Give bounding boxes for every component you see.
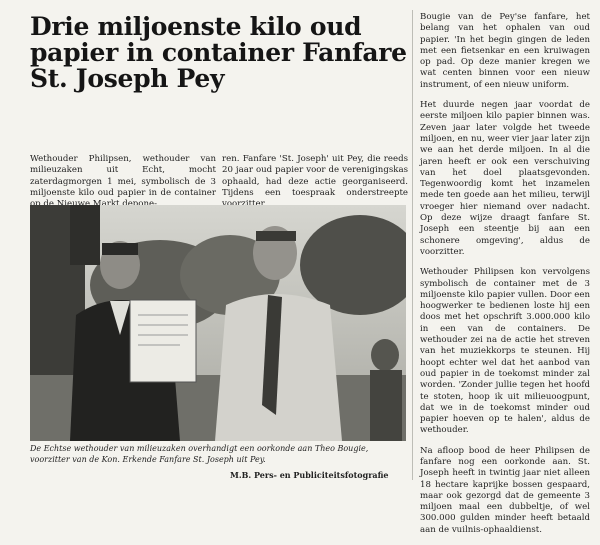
column-divider	[412, 10, 413, 480]
column-2-text: ren. Fanfare 'St. Joseph' uit Pey, die reeds 20 jaar oud papier voor de verenigingskas ophaald, had deze actie georganiseerd. Tijdens een toespraak onderstreepte	[222, 154, 408, 198]
news-photo	[30, 205, 406, 441]
column-1-text: Wethouder Philipsen, wethouder van milieuzaken uit Echt, mocht zaterdagmorgen 1 mei, symbolisch de 3 miljoenste kilo oud papier in de container	[30, 154, 216, 198]
article-column-3	[420, 12, 590, 545]
photo-caption: De Echtse wethouder van milieuzaken overhandigt een oorkonde aan Theo Bougie, voorzitter van de Kon. Erkende Fanfare St. Joseph uit Pey.	[30, 444, 369, 464]
headline: Drie miljoenste kilo oud papier in container Fanfare St. Joseph Pey	[30, 12, 407, 93]
photo-illustration	[30, 205, 406, 441]
column-3-paragraph-3: Wethouder Philipsen kon vervolgens symbolisch de container met de 3 miljoenste kilo papier vullen. Door een hoogwerker te bedienen loste hij een doos met het opschrift 3.000.000 kilo in een van de containers. De wethouder zei na de actie het streven van het muziekkorps te steunen. Hij hoopt echter wel dat het aanbod van oud papier in de toekomst minder zal worden. 'Zonder jullie tegen het hoofd te stoten, hoop ik uit milieuoogpunt, dat we in de toekomst minder oud papier hoeven op te halen', aldus de wethouder.	[420, 267, 590, 436]
column-3-paragraph-2: Het duurde negen jaar voordat de eerste miljoen kilo papier binnen was. Zeven jaar later volgde het tweede miljoen, en nu, weer vier jaar later zijn we aan het derde miljoen. In al die jaren heeft er ook een verschuiving van het doel plaatsgevonden. Tegenwoordig komt het inzamelen mede ten goede aan het milieu, terwijl vroeger hier niemand over nadacht. Op deze wijze draagt fanfare St. Joseph een steentje bij aan een schonere omgeving', aldus de voorzitter.	[420, 100, 590, 257]
photo-credit: M.B. Pers- en Publiciteitsfotografie	[230, 470, 389, 480]
column-3-paragraph-4: Na afloop bood de heer Philipsen de fanfare nog een oorkonde aan. St. Joseph heeft in twintig jaar niet alleen 18 hectare kaprijke bossen gespaard, maar ook gezorgd dat de gemeente 3 miljoen maal een dubbeltje, of wel 300.000 gulden minder heeft betaald aan de vuilnis-ophaaldienst.	[420, 445, 590, 535]
column-3-paragraph-1: Bougie van de Pey'se fanfare, het belang van het ophalen van oud papier. 'In het begin gingen de leden met een fietsenkar en een kruiwagen op pad. Op deze manier kregen we wat centen binnen voor een nieuw instrument, of een nieuw uniform.	[420, 12, 590, 90]
